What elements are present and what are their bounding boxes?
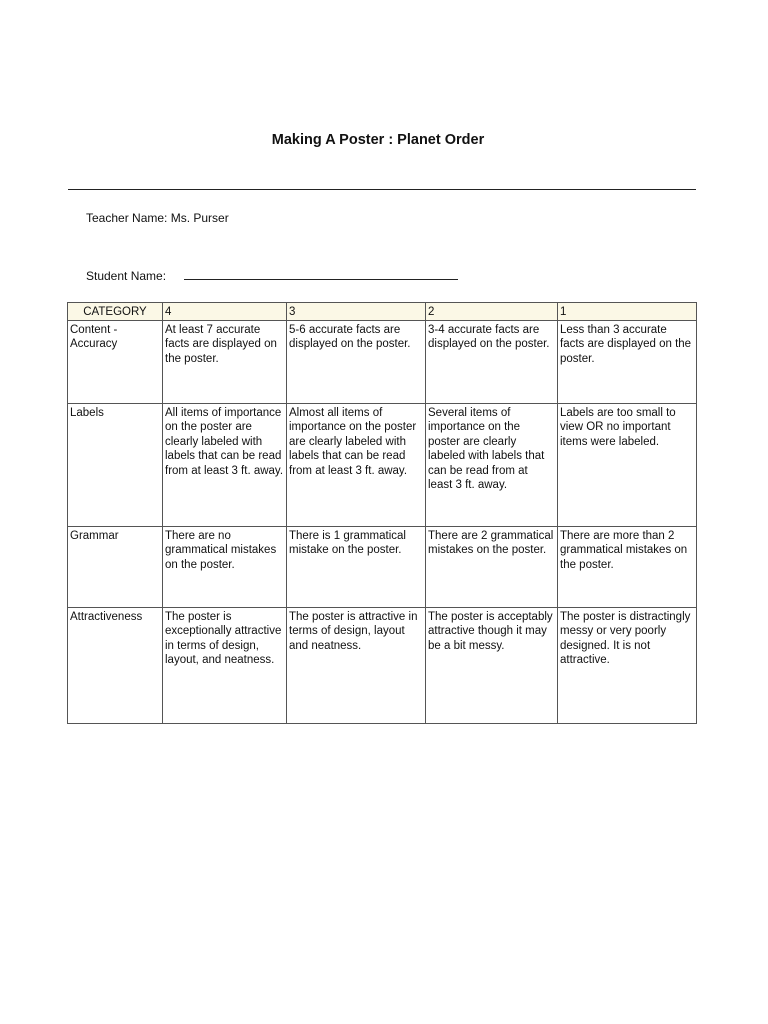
rubric-table	[67, 302, 697, 724]
row-category: Grammar	[68, 526, 163, 607]
table-row	[68, 403, 697, 526]
criteria-cell: All items of importance on the poster are clearly labeled with labels that can be read from at least 3 ft. away.	[163, 403, 287, 526]
page-title: Making A Poster : Planet Order	[271, 132, 485, 148]
student-name-line	[86, 267, 458, 283]
student-name-blank	[184, 267, 458, 280]
student-name-label: Student Name:	[86, 269, 167, 283]
criteria-cell: Almost all items of importance on the poster are clearly labeled with labels that can be read from at least 3 ft. away.	[287, 403, 426, 526]
header-score-3: 3	[287, 303, 426, 321]
row-category: Labels	[68, 403, 163, 526]
criteria-cell: There are no grammatical mistakes on the poster.	[163, 526, 287, 607]
table-row	[68, 526, 697, 607]
horizontal-rule	[68, 189, 696, 190]
criteria-cell: Less than 3 accurate facts are displayed on the poster.	[558, 320, 697, 403]
criteria-cell: There is 1 grammatical mistake on the poster.	[287, 526, 426, 607]
criteria-cell: 5-6 accurate facts are displayed on the poster.	[287, 320, 426, 403]
header-score-1: 1	[558, 303, 697, 321]
criteria-cell: The poster is distractingly messy or very poorly designed. It is not attractive.	[558, 607, 697, 723]
criteria-cell: There are 2 grammatical mistakes on the poster.	[426, 526, 558, 607]
criteria-cell: There are more than 2 grammatical mistakes on the poster.	[558, 526, 697, 607]
header-row	[68, 303, 697, 321]
criteria-cell: The poster is attractive in terms of design, layout and neatness.	[287, 607, 426, 723]
row-category: Attractiveness	[68, 607, 163, 723]
teacher-name: Teacher Name: Ms. Purser	[86, 211, 229, 225]
row-category: Content - Accuracy	[68, 320, 163, 403]
header-score-2: 2	[426, 303, 558, 321]
header-category: CATEGORY	[68, 303, 163, 321]
criteria-cell: 3-4 accurate facts are displayed on the poster.	[426, 320, 558, 403]
header-score-4: 4	[163, 303, 287, 321]
criteria-cell: At least 7 accurate facts are displayed on the poster.	[163, 320, 287, 403]
table-row	[68, 607, 697, 723]
criteria-cell: The poster is acceptably attractive though it may be a bit messy.	[426, 607, 558, 723]
criteria-cell: The poster is exceptionally attractive in terms of design, layout, and neatness.	[163, 607, 287, 723]
table-row	[68, 320, 697, 403]
criteria-cell: Labels are too small to view OR no important items were labeled.	[558, 403, 697, 526]
criteria-cell: Several items of importance on the poster are clearly labeled with labels that can be read from at least 3 ft. away.	[426, 403, 558, 526]
